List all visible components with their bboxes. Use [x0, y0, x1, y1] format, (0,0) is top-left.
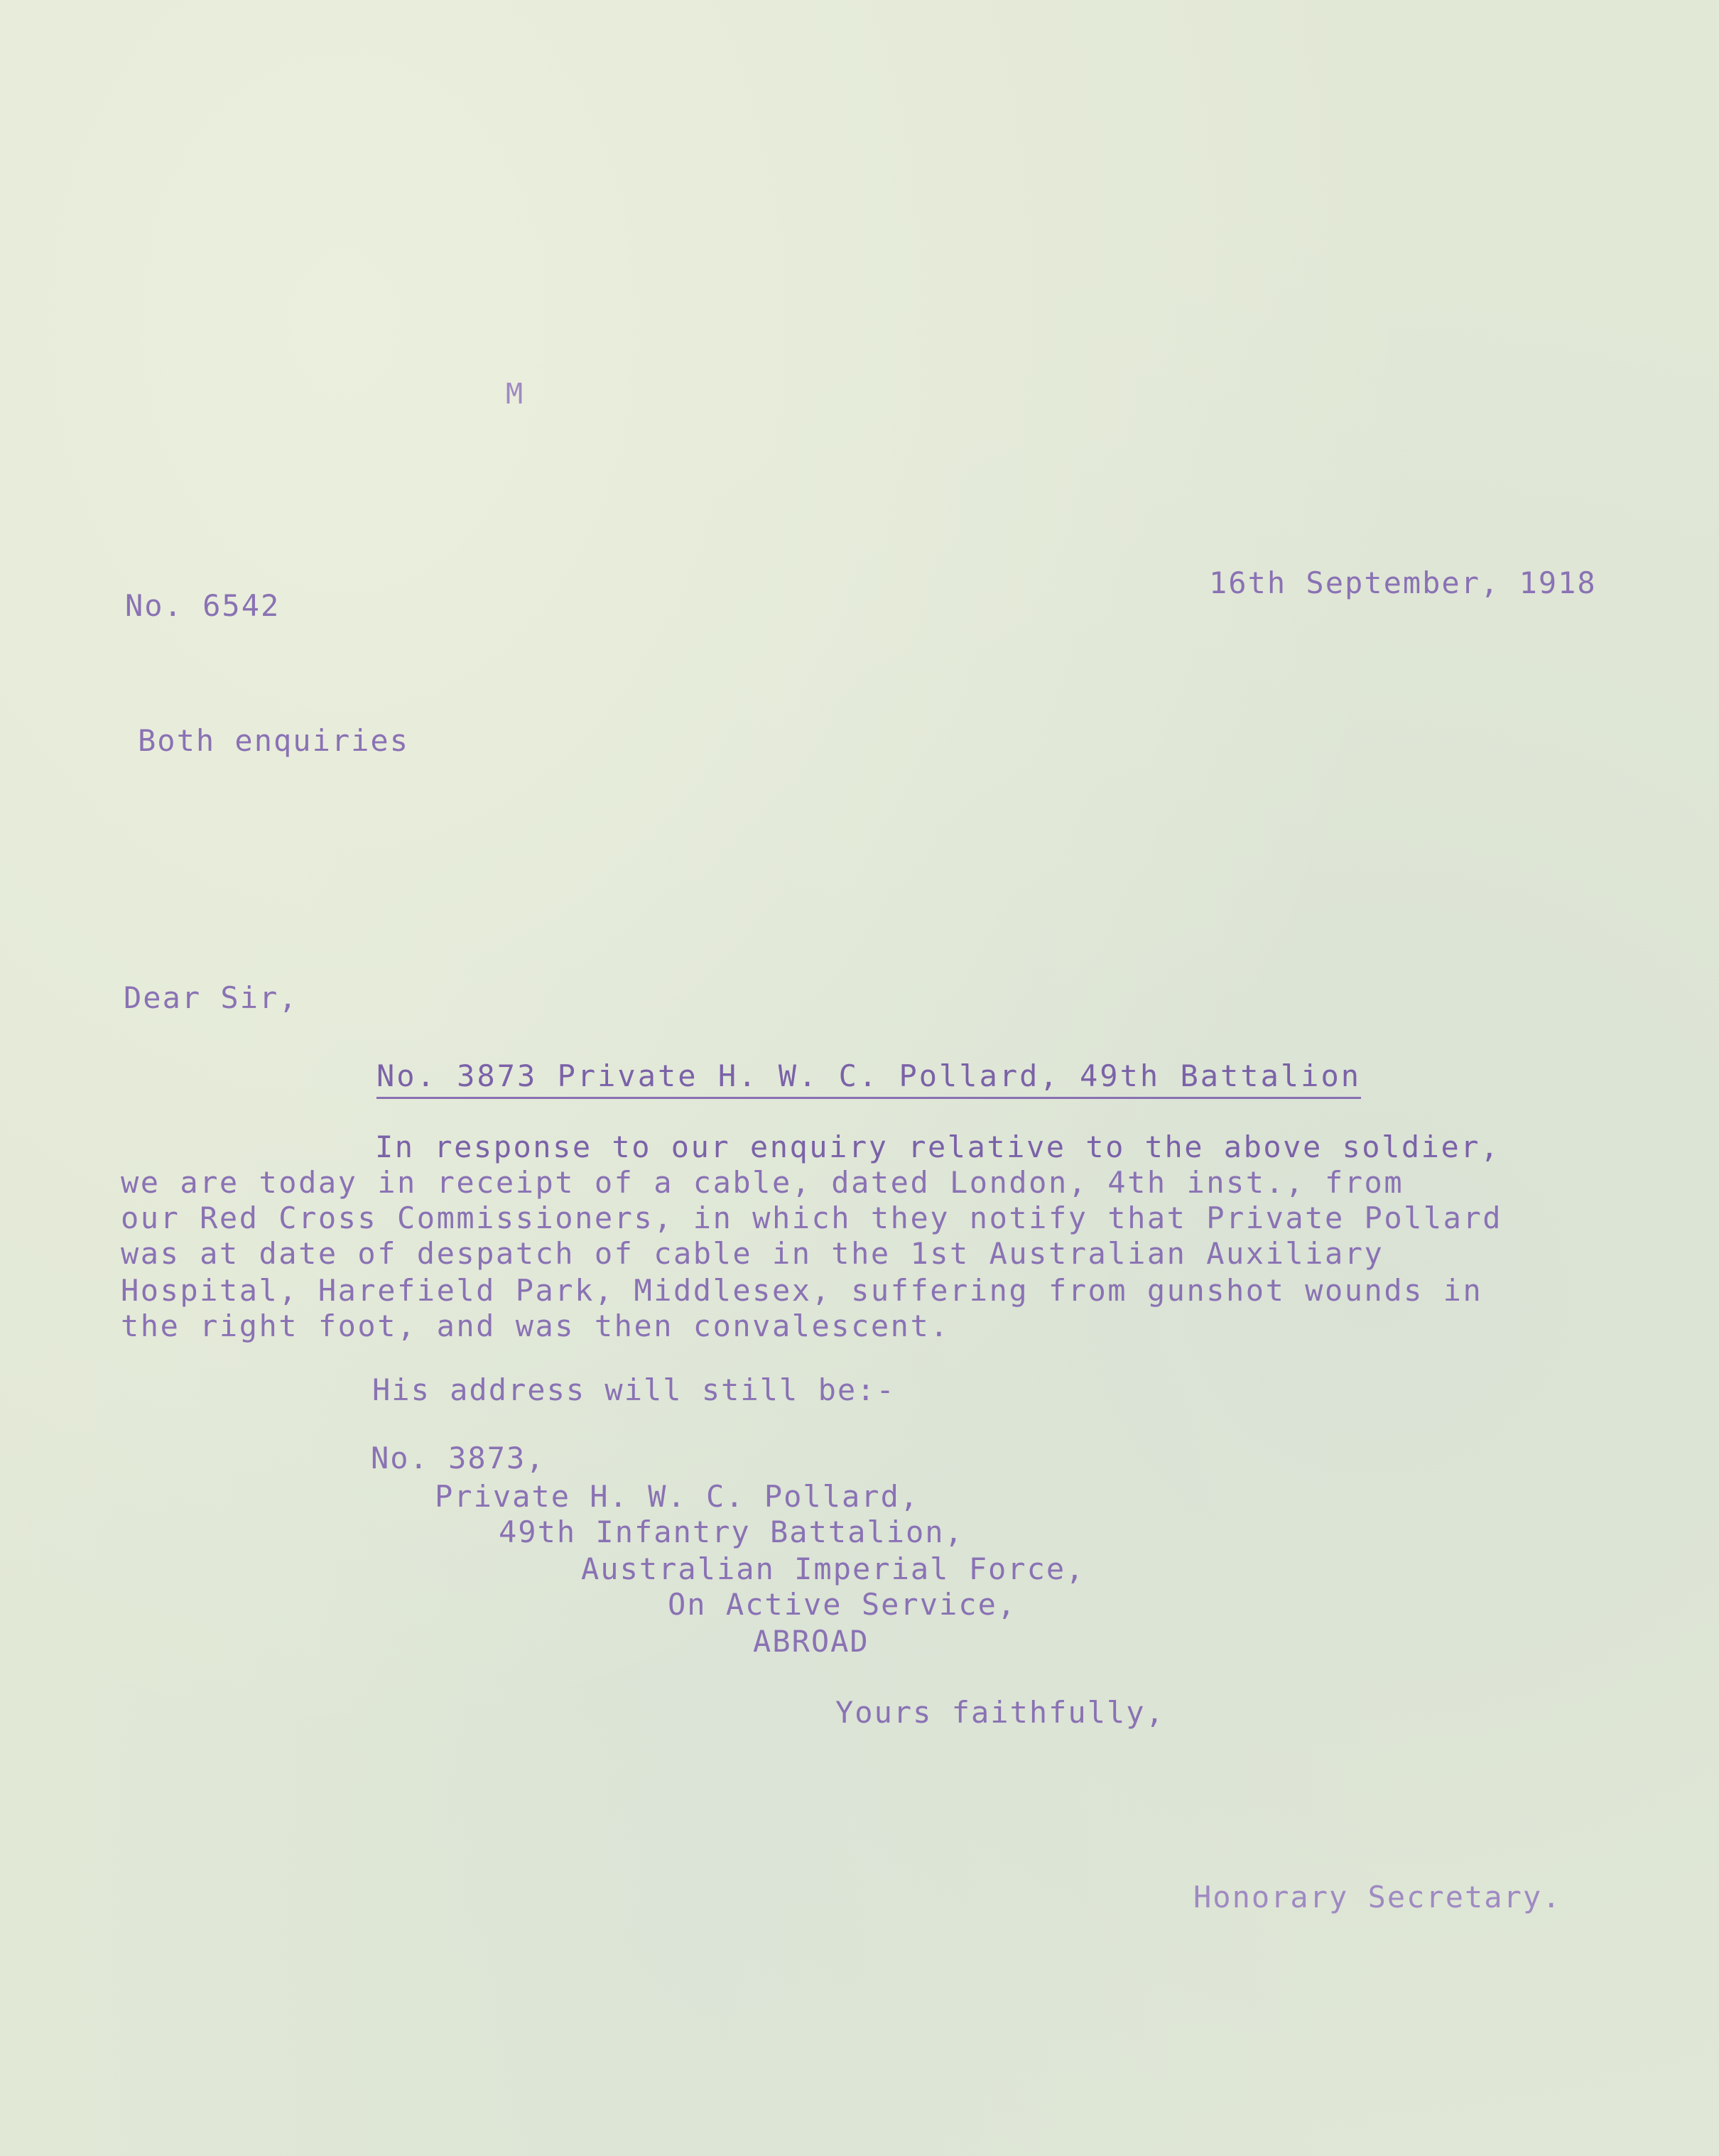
stamp-mark: M	[506, 378, 525, 411]
body-line: was at date of despatch of cable in the 1st Australian Auxiliary	[121, 1236, 1384, 1271]
address-line: Private H. W. C. Pollard,	[435, 1479, 920, 1514]
address-line: No. 3873,	[371, 1441, 546, 1475]
body-line: we are today in receipt of a cable, dated London, 4th inst., from	[121, 1165, 1404, 1200]
address-line: On Active Service,	[668, 1587, 1017, 1622]
body-line: Hospital, Harefield Park, Middlesex, suffering from gunshot wounds in	[121, 1273, 1483, 1308]
address-line: ABROAD	[753, 1624, 869, 1659]
salutation: Dear Sir,	[124, 980, 298, 1015]
subject-line: No. 3873 Private H. W. C. Pollard, 49th Battalion	[376, 1058, 1361, 1099]
body-line: the right foot, and was then convalescent.	[121, 1309, 950, 1343]
address-line: Australian Imperial Force,	[581, 1551, 1085, 1586]
address-intro: His address will still be:-	[372, 1372, 896, 1407]
body-line: our Red Cross Commissioners, in which they notify that Private Pollard	[121, 1201, 1503, 1235]
address-line: 49th Infantry Battalion,	[499, 1515, 964, 1549]
signatory-title: Honorary Secretary.	[1193, 1880, 1562, 1914]
enquiry-note: Both enquiries	[138, 723, 410, 758]
letter-date: 16th September, 1918	[1209, 565, 1597, 600]
closing: Yours faithfully,	[835, 1695, 1165, 1730]
body-line: In response to our enquiry relative to the above soldier,	[375, 1130, 1500, 1164]
reference-number: No. 6542	[125, 588, 281, 623]
